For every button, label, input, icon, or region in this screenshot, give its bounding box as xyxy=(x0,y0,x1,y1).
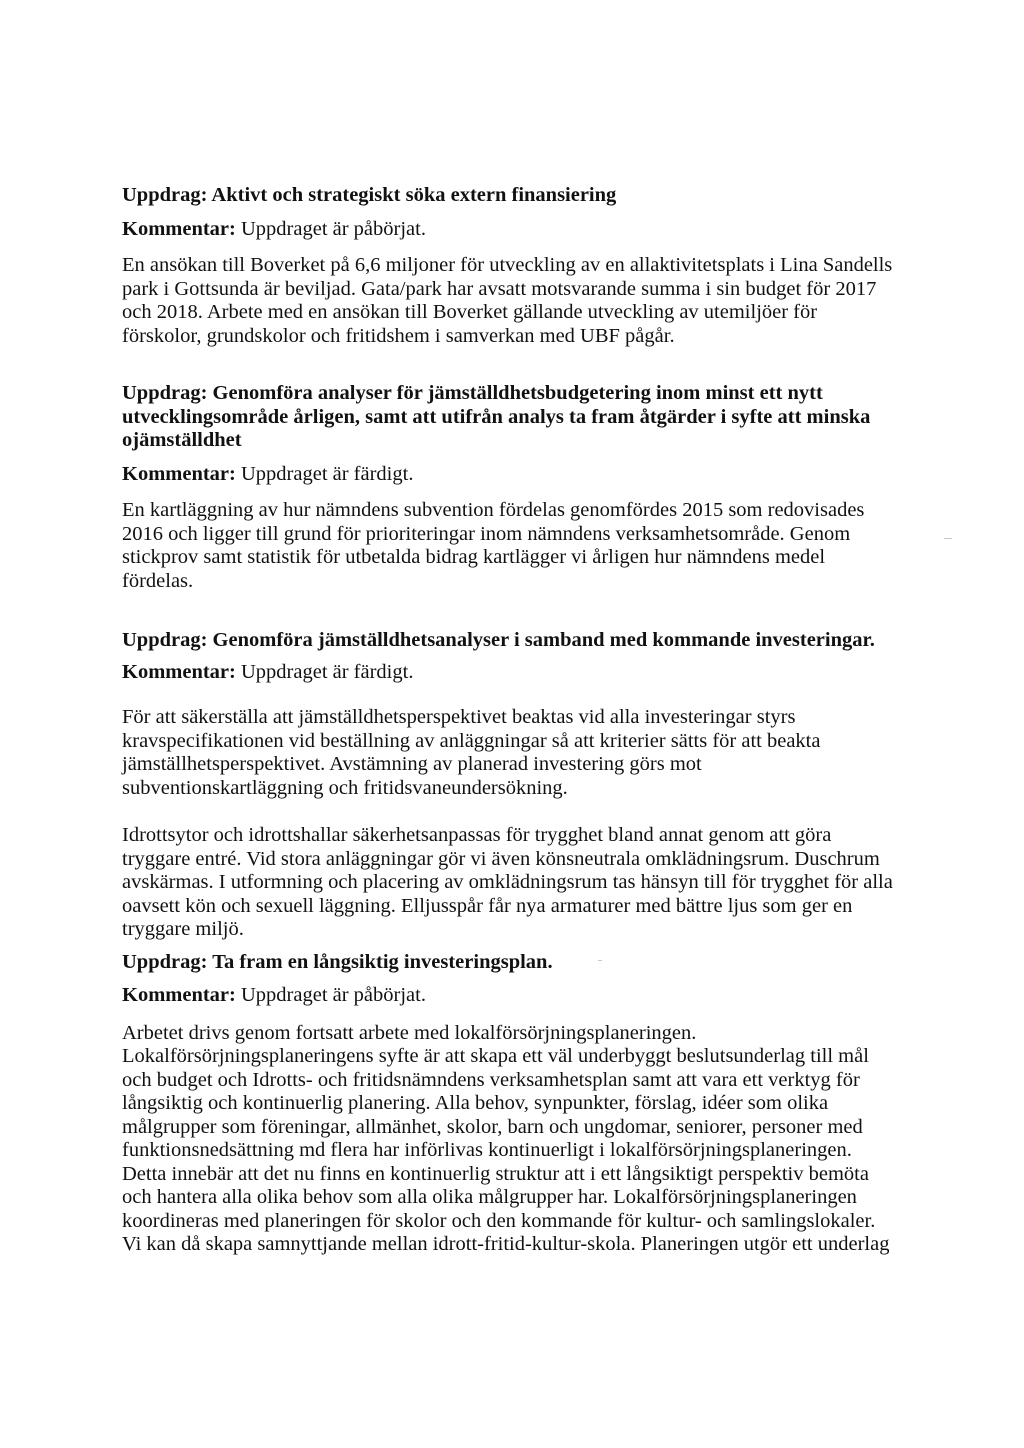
document-page xyxy=(122,178,912,1257)
comment-line xyxy=(122,661,912,685)
scan-speck xyxy=(598,960,602,961)
assignment-heading xyxy=(122,382,912,453)
comment-label: Kommentar: xyxy=(122,984,236,1006)
text-line: 2016 och ligger till grund för prioriteringar inom nämndens verksamhetsområde. Genom xyxy=(122,522,851,545)
text-line: Arbetet drivs genom fortsatt arbete med lokalförsörjningsplaneringen. xyxy=(122,1021,697,1044)
text-line: subventionskartläggning och fritidsvaneundersökning. xyxy=(122,776,568,799)
text-line: Lokalförsörjningsplaneringens syfte är att skapa ett väl underbyggt beslutsunderlag till mål xyxy=(122,1045,869,1067)
scan-speck xyxy=(944,538,952,539)
body-paragraph xyxy=(122,499,912,593)
text-line: koordineras med planeringen för skolor och den kommande för kultur- och samlingslokaler. xyxy=(122,1209,876,1232)
text-line: Idrottsytor och idrottshallar säkerhetsanpassas för trygghet bland annat genom att göra xyxy=(122,824,832,846)
text-line: och 2018. Arbete med en ansökan till Boverket gällande utveckling av utemiljöer för xyxy=(122,301,818,323)
text-line: fördelas. xyxy=(122,569,194,592)
text-line: målgrupper som föreningar, allmänhet, skolor, barn och ungdomar, seniorer, personer med xyxy=(122,1115,863,1138)
text-line: förskolor, grundskolor och fritidshem i samverkan med UBF pågår. xyxy=(122,324,675,347)
comment-line xyxy=(122,984,912,1008)
comment-label: Kommentar: xyxy=(122,660,236,683)
comment-line xyxy=(122,218,912,242)
body-paragraph xyxy=(122,824,912,942)
heading-line: Uppdrag: Genomföra analyser för jämställdhetsbudgetering inom minst ett nytt xyxy=(122,382,823,404)
body-paragraph xyxy=(122,706,912,800)
text-line: Detta innebär att det nu finns en kontinuerlig struktur att i ett långsiktigt perspektiv bemöta xyxy=(122,1162,869,1185)
assignment-heading xyxy=(122,629,912,653)
comment-status: Uppdraget är färdigt. xyxy=(240,660,414,683)
assignment-heading xyxy=(122,951,912,975)
text-line: långsiktig och kontinuerlig planering. Alla behov, synpunkter, förslag, idéer som olika xyxy=(122,1092,829,1114)
heading-line: Uppdrag: Aktivt och strategiskt söka extern finansiering xyxy=(122,184,617,206)
body-paragraph xyxy=(122,254,912,348)
text-line: avskärmas. I utformning och placering av omklädningsrum tas hänsyn till för trygghet för alla xyxy=(122,871,893,893)
text-line: En kartläggning av hur nämndens subvention fördelas genomfördes 2015 som redovisades xyxy=(122,499,865,521)
comment-status: Uppdraget är påbörjat. xyxy=(240,984,426,1006)
assignment-heading xyxy=(122,184,912,208)
heading-line: ojämställdhet xyxy=(122,429,242,451)
body-paragraph xyxy=(122,1022,912,1257)
assignment-section-gender-budgeting xyxy=(122,382,912,593)
heading-line: Uppdrag: Genomföra jämställdhetsanalyser i samband med kommande investeringar. xyxy=(122,629,875,651)
heading-line: Uppdrag: Ta fram en långsiktig investeringsplan. xyxy=(122,950,553,973)
comment-status: Uppdraget är färdigt. xyxy=(240,462,414,485)
assignment-section-external-funding xyxy=(122,184,912,348)
text-line: oavsett kön och sexuell läggning. Elljusspår får nya armaturer med bättre ljus som ger en xyxy=(122,894,853,917)
heading-line: utvecklingsområde årligen, samt att utifrån analys ta fram åtgärder i syfte att minska xyxy=(122,405,871,428)
comment-status: Uppdraget är påbörjat. xyxy=(240,217,426,240)
text-line: Vi kan då skapa samnyttjande mellan idrott-fritid-kultur-skola. Planeringen utgör ett underlag xyxy=(122,1233,890,1255)
text-line: park i Gottsunda är beviljad. Gata/park har avsatt motsvarande summa i sin budget för 2017 xyxy=(122,277,877,300)
text-line: tryggare entré. Vid stora anläggningar gör vi även könsneutrala omklädningsrum. Duschrum xyxy=(122,847,880,870)
text-line: kravspecifikationen vid beställning av anläggningar så att kriterier sätts för att beakta xyxy=(122,729,821,752)
text-line: och hantera alla olika behov som alla olika målgrupper har. Lokalförsörjningsplaneringen xyxy=(122,1186,857,1208)
text-line: För att säkerställa att jämställdhetsperspektivet beaktas vid alla investeringar styrs xyxy=(122,706,796,728)
text-line: och budget och Idrotts- och fritidsnämndens verksamhetsplan samt att vara ett verktyg för xyxy=(122,1068,860,1091)
comment-line xyxy=(122,463,912,487)
text-line: stickprov samt statistik för utbetalda bidrag kartlägger vi årligen hur nämndens medel xyxy=(122,546,826,568)
comment-label: Kommentar: xyxy=(122,217,236,240)
text-line: tryggare miljö. xyxy=(122,918,244,940)
text-line: En ansökan till Boverket på 6,6 miljoner för utveckling av en allaktivitetsplats i Lina Sandells xyxy=(122,254,893,276)
comment-label: Kommentar: xyxy=(122,462,236,485)
text-line: funktionsnedsättning md flera har införlivas kontinuerligt i lokalförsörjningsplaneringen. xyxy=(122,1139,852,1161)
assignment-section-investment-plan xyxy=(122,951,912,1257)
assignment-section-gender-analyses-investments xyxy=(122,629,912,942)
text-line: jämställhetsperspektivet. Avstämning av planerad investering görs mot xyxy=(122,753,702,775)
